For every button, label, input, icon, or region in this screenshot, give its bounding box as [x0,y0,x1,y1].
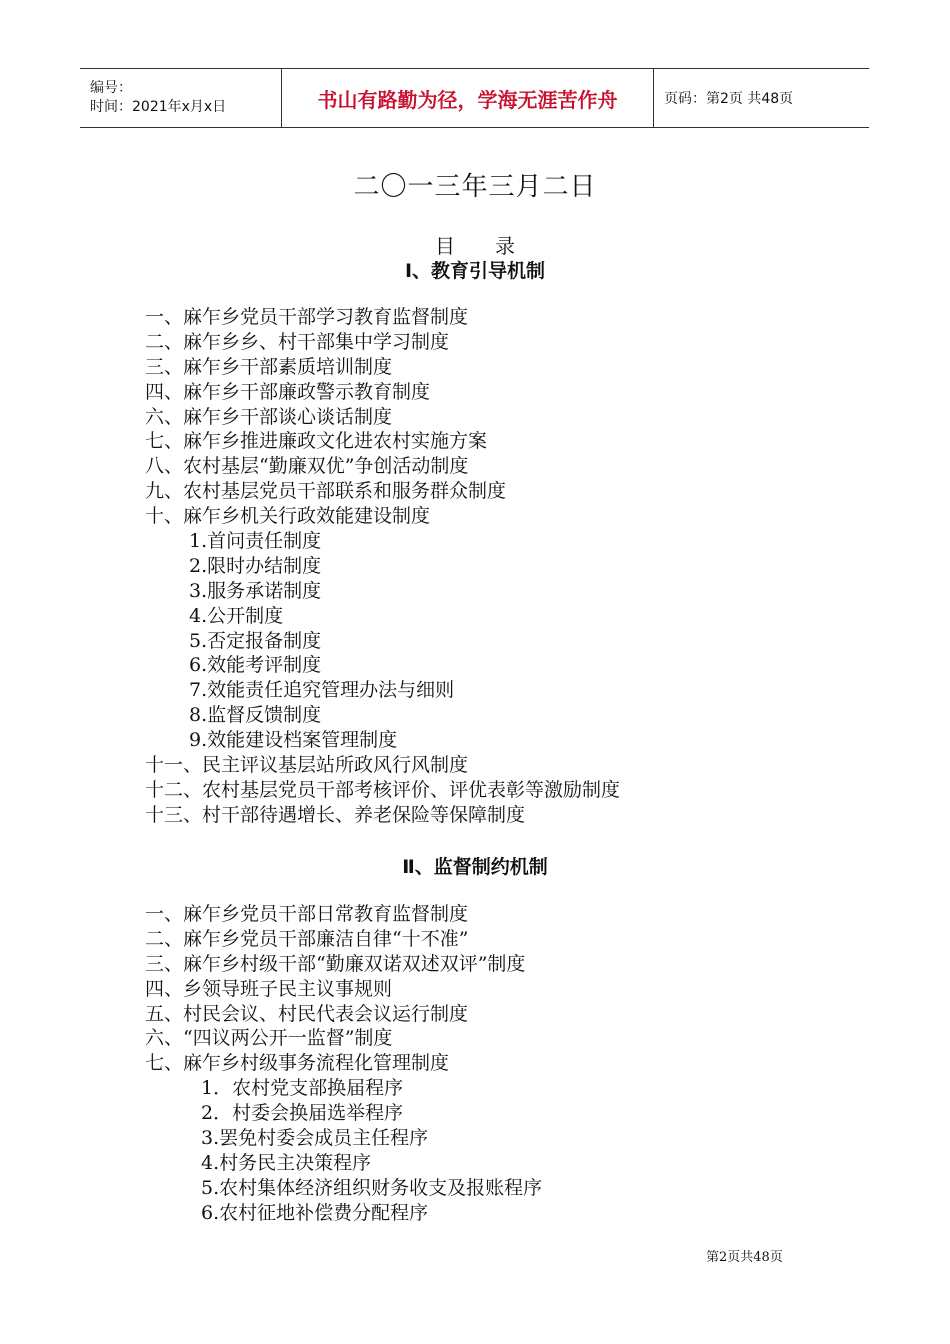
toc-item: 十三、村干部待遇增长、养老保险等保障制度 [145,803,526,826]
section-heading-1: Ⅰ、教育引导机制 [404,260,546,282]
toc-item: 5.否定报备制度 [189,629,322,652]
toc-item: 四、麻乍乡干部廉政警示教育制度 [145,380,431,403]
toc-item: 5.农村集体经济组织财务收支及报账程序 [201,1176,543,1199]
header-motto: 书山有路勤为径，学海无涯苦作舟 [317,87,618,112]
toc-item: 四、乡领导班子民主议事规则 [145,977,393,1000]
toc-item: 3.罢免村委会成员主任程序 [201,1127,429,1150]
header-number-label: 编号： [90,80,132,96]
toc-item: 十二、农村基层党员干部考核评价、评优表彰等激励制度 [145,778,621,801]
toc-item: 1.首问责任制度 [189,530,322,553]
toc-item: 3.服务承诺制度 [189,579,322,602]
toc-title: 目 录 [435,234,515,258]
toc-item: 1．农村党支部换届程序 [201,1077,404,1100]
toc-item: 六、麻乍乡干部谈心谈话制度 [145,405,393,428]
toc-item: 七、麻乍乡村级事务流程化管理制度 [145,1052,450,1075]
toc-item: 五、村民会议、村民代表会议运行制度 [145,1002,469,1025]
toc-item: 2.限时办结制度 [189,554,322,577]
toc-list-section-2 [145,902,542,1226]
header-page-cell [654,69,869,127]
date-title: 二〇一三年三月二日 [353,172,597,202]
toc-item: 二、麻乍乡党员干部廉洁自律“十不准” [145,927,469,950]
toc-item: 4.村务民主决策程序 [201,1151,372,1174]
header-motto-cell [281,69,654,127]
toc-item: 6.农村征地补偿费分配程序 [201,1201,429,1224]
toc-item: 八、农村基层“勤廉双优”争创活动制度 [145,455,469,478]
toc-item: 9.效能建设档案管理制度 [189,729,398,752]
page-header [80,68,869,128]
toc-list-section-1 [145,305,620,828]
header-page-info: 页码：第2页 共48页 [664,91,794,107]
toc-item: 九、农村基层党员干部联系和服务群众制度 [145,480,507,503]
header-meta [80,69,281,127]
toc-item: 4.公开制度 [189,604,284,627]
toc-item: 6.效能考评制度 [189,654,322,677]
toc-item: 2．村委会换届选举程序 [201,1102,404,1125]
toc-item: 十一、民主评议基层站所政风行风制度 [145,754,469,777]
header-time-label: 时间：2021年x月x日 [90,99,227,115]
toc-item: 六、“四议两公开一监督”制度 [145,1027,393,1050]
toc-item: 7.效能责任追究管理办法与细则 [189,679,455,702]
toc-item: 三、麻乍乡干部素质培训制度 [145,355,393,378]
toc-item: 二、麻乍乡乡、村干部集中学习制度 [145,330,450,353]
toc-item: 三、麻乍乡村级干部“勤廉双诺双述双评”制度 [145,952,526,975]
section-heading-2: Ⅱ、监督制约机制 [402,856,548,878]
toc-item: 一、麻乍乡党员干部学习教育监督制度 [145,306,469,328]
toc-item: 8.监督反馈制度 [189,704,322,727]
toc-item: 一、麻乍乡党员干部日常教育监督制度 [145,903,469,925]
toc-item: 十、麻乍乡机关行政效能建设制度 [145,505,431,528]
page-footer: 第2页共48页 [706,1250,783,1265]
toc-item: 七、麻乍乡推进廉政文化进农村实施方案 [145,430,488,453]
